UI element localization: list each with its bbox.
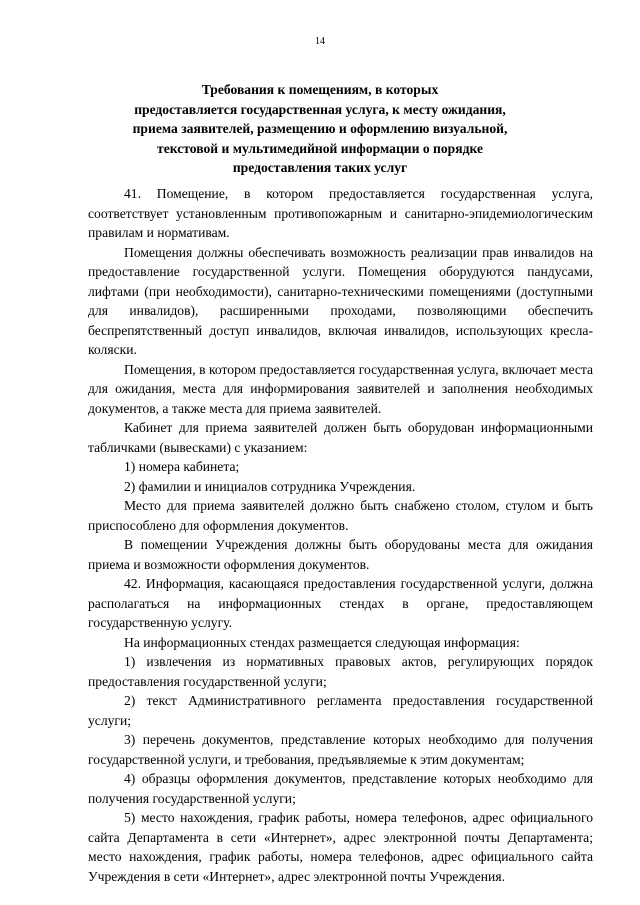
page-number: 14 xyxy=(315,36,325,47)
heading-line: текстовой и мультимедийной информации о порядке xyxy=(157,140,483,156)
paragraph-premises-areas: Помещения, в котором предоставляется государственная услуга, включает места для ожидания, места для информирования заявителей и заполнения необходимых документов, а также места для приема заявителей. xyxy=(88,361,593,416)
heading-line: предоставления таких услуг xyxy=(232,160,408,175)
paragraph-stand-contents-intro: На информационных стендах размещается следующая информация: xyxy=(124,634,520,650)
list-item-documents-list: 3) перечень документов, представление которых необходимо для получения государственной услуги, и требования, предъявляемые к этим документам; xyxy=(88,732,593,767)
paragraph-42-information-stands: 42. Информация, касающаяся предоставления государственной услуги, должна располагаться на информационных стендах в органе, предоставляющем государственную услугу. xyxy=(88,576,593,630)
heading-line: предоставляется государственная услуга, к месту ожидания, xyxy=(134,101,506,117)
heading-line: Требования к помещениям, в которых xyxy=(201,82,439,97)
list-item-employee-name: 2) фамилии и инициалов сотрудника Учреждения. xyxy=(124,478,416,494)
paragraph-accessibility: Помещения должны обеспечивать возможность реализации прав инвалидов на предоставление государственной услуги. Помещения оборудуются пандусами, лифтами (при необходимости), санитарно-техническими помещениями (доступными для инвалидов), расширенными проходами, позволяющими обеспечить беспрепятственный доступ инвалидов, включая инвалидов, использующих кресла-коляски. xyxy=(88,244,593,357)
paragraph-reception-place: Место для приема заявителей должно быть снабжено столом, стулом и быть приспособлено для оформления документов. xyxy=(88,498,593,533)
list-item-office-number: 1) номера кабинета; xyxy=(124,459,240,474)
heading-line: приема заявителей, размещению и оформлению визуальной, xyxy=(132,121,508,136)
list-item-contacts: 5) место нахождения, график работы, номера телефонов, адрес официального сайта Департамента в сети «Интернет», адрес электронной почты Департамента; место нахождения, график работы, номера телефонов, адрес официального сайта Учреждения в сети «Интернет», адрес электронной почты Учреждения. xyxy=(88,810,593,884)
document-body xyxy=(88,184,593,886)
list-item-document-samples: 4) образцы оформления документов, представление которых необходимо для получения государственной услуги; xyxy=(88,771,593,806)
list-item-regulation-text: 2) текст Административного регламента предоставления государственной услуги; xyxy=(88,693,593,728)
list-item-legal-extracts: 1) извлечения из нормативных правовых актов, регулирующих порядок предоставления государственной услуги; xyxy=(88,654,593,689)
paragraph-41-fire-safety: 41. Помещение, в котором предоставляется государственная услуга, соответствует установленным противопожарным и санитарно-эпидемиологическим правилам и нормативам. xyxy=(88,186,593,240)
paragraph-waiting-area: В помещении Учреждения должны быть оборудованы места для ожидания приема и возможности оформления документов. xyxy=(88,537,593,572)
section-heading xyxy=(88,80,552,178)
paragraph-office-signs: Кабинет для приема заявителей должен быть оборудован информационными табличками (вывесками) с указанием: xyxy=(88,420,593,455)
